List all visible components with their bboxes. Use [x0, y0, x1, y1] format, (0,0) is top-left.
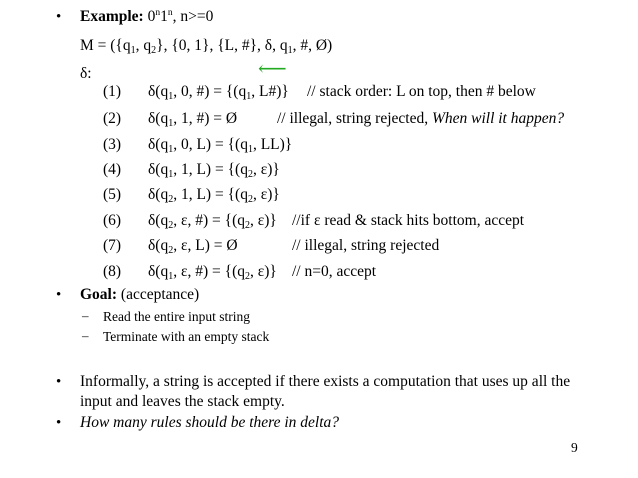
rule-comment: // illegal, string rejected	[292, 237, 440, 254]
goal-text: (acceptance)	[120, 286, 200, 303]
example-lang: 0$^n$1$^n$	[147, 8, 173, 25]
rule-expression: δ(q1, 0, #) = {(q1, L#)}	[148, 83, 289, 102]
rule-comment: // stack order: L on top, then # below	[307, 83, 536, 100]
rule-number: (8)	[103, 263, 122, 280]
goal-line	[80, 286, 199, 304]
goal-label: Goal:	[80, 286, 118, 303]
m-definition: M = ({q1, q2}, {0, 1}, {L, #}, δ, q1, #, Ø)	[80, 37, 333, 56]
delta-label: δ:	[80, 65, 92, 82]
informal-line-2: input and leaves the stack empty.	[80, 393, 285, 410]
question-text: How many rules should be there in delta?	[80, 414, 340, 431]
rule-comment: // n=0, accept	[292, 263, 377, 280]
rule-comment: // illegal, string rejected, When will it happen?	[277, 110, 565, 127]
rule-number: (1)	[103, 83, 122, 100]
bullet-dot: •	[56, 415, 62, 431]
dash-marker: –	[82, 328, 89, 343]
rule-expression: δ(q2, ε, #) = {(q2, ε)}	[148, 212, 277, 231]
rule-number: (4)	[103, 161, 122, 178]
goal-item: Read the entire input string	[103, 309, 250, 324]
bullet-dot: •	[56, 374, 62, 390]
rule-expression: δ(q2, 1, L) = {(q2, ε)}	[148, 186, 280, 205]
example-label: Example:	[80, 8, 144, 25]
goal-item: Terminate with an empty stack	[103, 329, 270, 344]
rule-number: (6)	[103, 212, 122, 229]
bullet-dot: •	[56, 287, 62, 303]
rule-expression: δ(q1, 0, L) = {(q1, LL)}	[148, 136, 293, 155]
rule-expression: δ(q1, ε, #) = {(q2, ε)}	[148, 263, 277, 282]
page-number: 9	[571, 440, 578, 455]
example-line	[80, 8, 213, 28]
rule-comment: //if ε read & stack hits bottom, accept	[292, 212, 525, 229]
rule-number: (3)	[103, 136, 122, 153]
rule-number: (7)	[103, 237, 122, 254]
dash-marker: –	[82, 308, 89, 323]
left-arrow-icon: ⟵	[258, 58, 287, 80]
example-text: , n>=0	[172, 8, 214, 25]
question-line	[80, 414, 339, 432]
rule-expression: δ(q1, 1, #) = Ø	[148, 110, 238, 129]
bullet-dot: •	[56, 9, 62, 25]
rule-expression: δ(q2, ε, L) = Ø	[148, 237, 238, 256]
rule-number: (2)	[103, 110, 122, 127]
rule-number: (5)	[103, 186, 122, 203]
informal-line-1: Informally, a string is accepted if there exists a computation that uses up all the	[80, 373, 571, 390]
rule-expression: δ(q1, 1, L) = {(q2, ε)}	[148, 161, 280, 180]
